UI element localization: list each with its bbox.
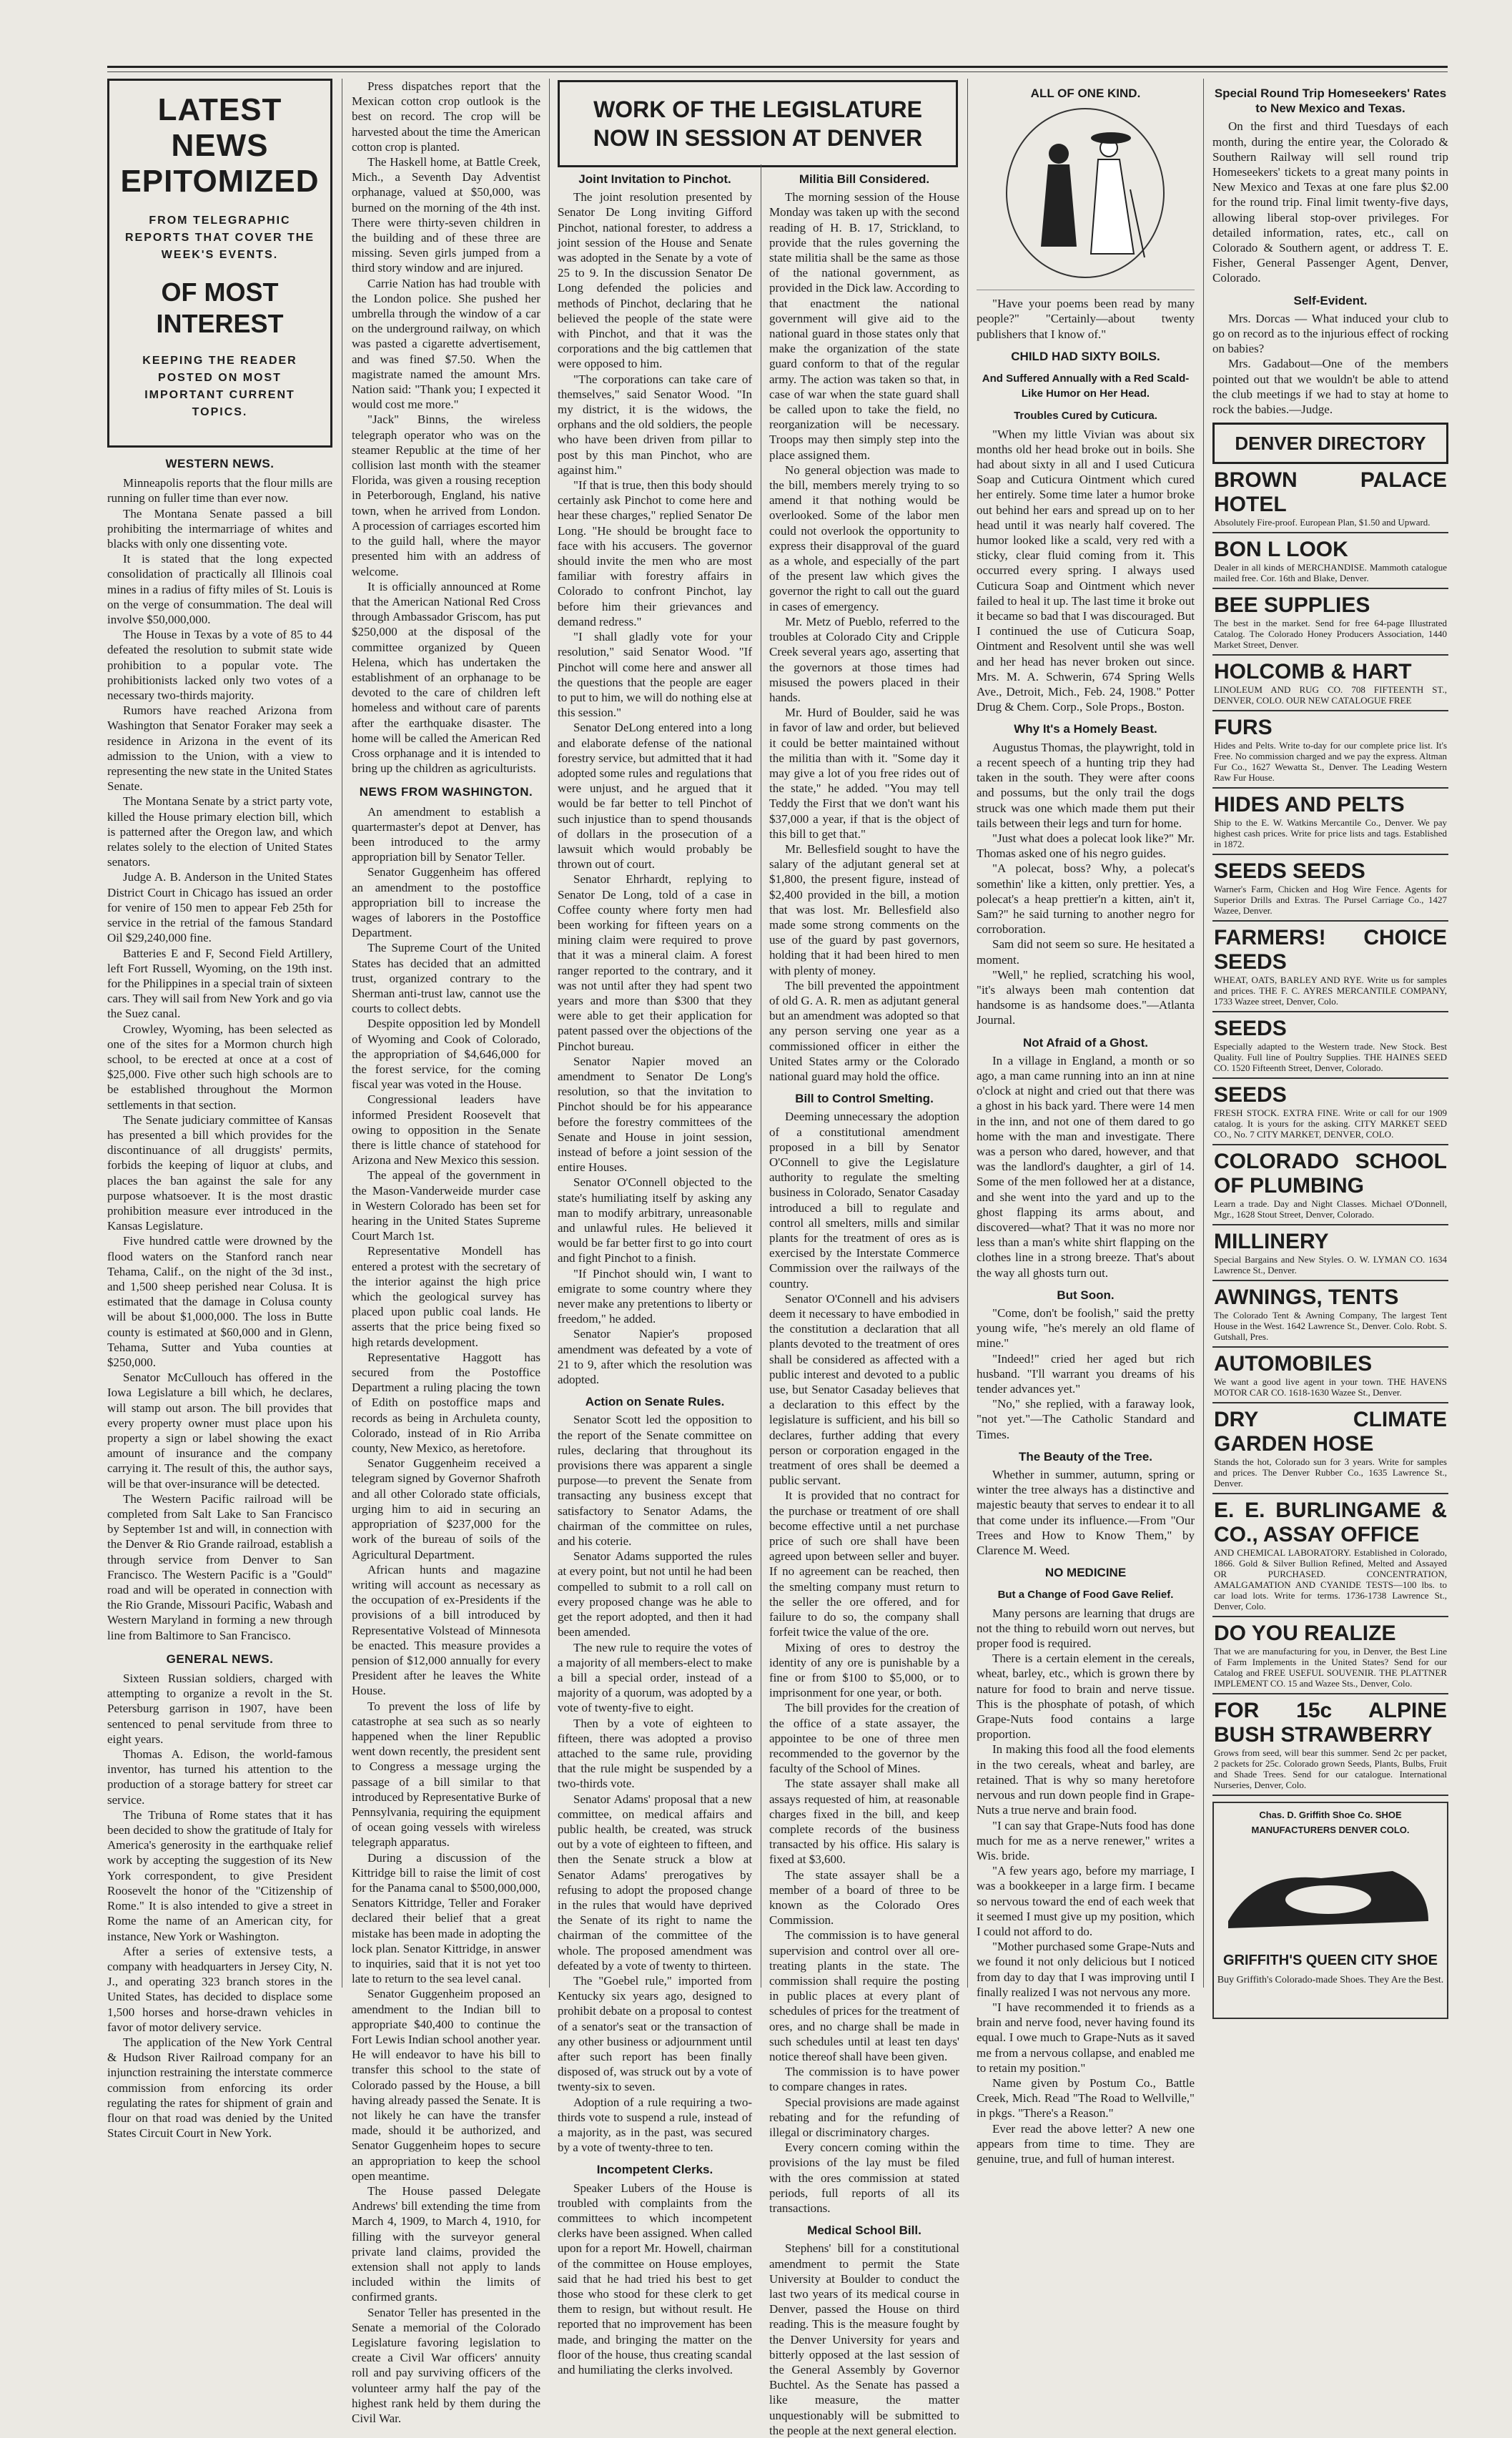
box-title-2: EPITOMIZED bbox=[120, 164, 320, 199]
article-heading: Militia Bill Considered. bbox=[799, 172, 930, 186]
paragraph: Congressional leaders have informed President Roosevelt that owing to opposition in the Senate there is little chance of statehood for Arizona and New Mexico this session. bbox=[352, 1092, 540, 1168]
ad-text: FRESH STOCK. EXTRA FINE. Write or call for our 1909 catalog. It is yours for the asking. CITY MARKET SEED CO., No. 7 CITY MARKET, DENVER, COLO. bbox=[1214, 1107, 1447, 1140]
ad-title: DRY CLIMATE GARDEN HOSE bbox=[1214, 1408, 1447, 1456]
cartoon-title: ALL OF ONE KIND. bbox=[1030, 87, 1141, 100]
paragraph: Senator Napier's proposed amendment was defeated by a vote of 21 to 9, after which the resolution was adopted. bbox=[558, 1327, 752, 1387]
paragraph: The state assayer shall be a member of a board of three to be known as the Colorado Ores Commission. bbox=[769, 1867, 959, 1928]
paragraph: "Jack" Binns, the wireless telegraph operator who was on the steamer Republic at the time of her collision last month with the steamer Florida, was given a rousing reception in Peterborough, England, his native town, when he arrived from London. A procession of carriages escorted him to the guild hall, where the mayor presented him with an address of welcome. bbox=[352, 413, 540, 578]
directory-ads bbox=[1212, 464, 1448, 1796]
paragraph: The morning session of the House Monday was taken up with the second reading of H. B. 17, Strickland, to provide that the rules governing the state militia shall be the same as those of the national government, as provided in the Dick law. According to that enactment the national government will give aid to the national guard in those states only that make the organization of the state guard conform to that of the regular army. The action was taken so that, in case of war when the state guard shall be called upon to take the field, no reorganization will be necessary. Troops may then simply step into the place assigned them. bbox=[769, 190, 959, 462]
paragraph: Mrs. Gadabout—One of the members pointed out that we wouldn't be able to attend the club meetings if we had to stay at home to rock the babies.—Judge. bbox=[1212, 357, 1448, 417]
shoe-maker: Chas. D. Griffith Shoe Co. SHOE MANUFACTURERS DENVER COLO. bbox=[1251, 1810, 1410, 1836]
cartoon-figures-icon bbox=[977, 104, 1195, 282]
shoe-icon bbox=[1214, 1842, 1447, 1950]
column-rule bbox=[549, 79, 550, 1988]
paragraph: Five hundred cattle were drowned by the flood waters on the Stanford ranch near Tehama, Calif., on the night of the 3d inst., and 1,500 sheep perished near Colusa. It is estimated that the damage in Colusa county will be about $1,000,000. The loss in Butte county is estimated at $60,000 and in Glenn, Tehama, Sutter and Yuba counties at $250,000. bbox=[107, 1234, 332, 1369]
paragraph: Adoption of a rule requiring a two-thirds vote to suspend a rule, instead of a majority, as in the past, was secured by a vote of twenty-three to ten. bbox=[558, 2095, 752, 2155]
ad-text: AND CHEMICAL LABORATORY. Established in Colorado, 1866. Gold & Silver Bullion Refined, Melted and Assayed OR PURCHASED. CONCENTRATION, AMALGAMATION AND CYANIDE TESTS—100 lbs. to car load lots. Write for terms. 1736-1738 Lawrence St., Denver, Colo. bbox=[1214, 1547, 1447, 1612]
paragraph: The Western Pacific railroad will be completed from Salt Lake to San Francisco by September 1st and will, in connection with the Denver & Rio Grande railroad, establish a through service from Denver to San Francisco. The Western Pacific is a "Gould" road and will be operated in connection with the Rio Grande, Missouri Pacific, Wabash and Western Maryland in forming a new through line from Baltimore to San Francisco. bbox=[107, 1491, 332, 1642]
ad-text: Ship to the E. W. Watkins Mercantile Co., Denver. We pay highest cash prices. Write for price lists and tags. Established in 1872. bbox=[1214, 817, 1447, 850]
directory-ad bbox=[1212, 1225, 1448, 1281]
section-heading: WESTERN NEWS. bbox=[165, 457, 275, 470]
article-subheading: And Suffered Annually with a Red Scald-Like Humor on Her Head. bbox=[982, 372, 1190, 400]
article-heading: But Soon. bbox=[1057, 1288, 1115, 1302]
latest-news-box bbox=[107, 79, 332, 448]
ad-title: BEE SUPPLIES bbox=[1214, 593, 1370, 618]
paragraph: In a village in England, a month or so ago, a man came running into an inn at nine o'clock at night and cried out that there was a ghost in his back yard. There were 14 men in the inn, and not one of them dared to go home with the man and investigate. There was a person who dared, however, and that was the landlord's daughter, a girl of 14. Some of the men followed her at a distance, and she went into the yard and up to the ghost flapping its arms about, and discovered—what? That it was no more nor less than a man's white shirt flapping on the clothes line in a strong breeze. That's about the way all ghosts turn out. bbox=[977, 1053, 1195, 1280]
paragraph: "I shall gladly vote for your resolution," said Senator Wood. "If Pinchot will come here and answer all the questions that the people are eager to put to him, we will do nothing else at this session." bbox=[558, 630, 752, 720]
ad-text: Hides and Pelts. Write to-day for our complete price list. It's Free. No commission charged and we pay the express. Altman Fur Co., 1627 Wewatta St., Denver. The Leading Western Raw Fur House. bbox=[1214, 740, 1447, 784]
paragraph: Augustus Thomas, the playwright, told in a recent speech of a hunting trip they had taken in the south. They were after coons and possums, but the only trail the dogs struck was one which made them put their tails between their legs and turn for home. bbox=[977, 740, 1195, 830]
ad-title: AWNINGS, TENTS bbox=[1214, 1285, 1399, 1310]
ad-text: Grows from seed, will bear this summer. Send 2c per packet, 2 packets for 25c. Colorado grown Seeds, Plants, Bulbs, Fruit and Shade Trees. Send for our catalogue. International Nurseries, Denver, Colo. bbox=[1214, 1747, 1447, 1791]
paragraph: The Supreme Court of the United States has decided that an admitted trust, organized contrary to the Sherman anti-trust law, cannot use the courts to collect debts. bbox=[352, 941, 540, 1016]
ad-text: Warner's Farm, Chicken and Hog Wire Fence. Agents for Superior Drills and Extras. The Pursel Carriage Co., 1427 Wazee, Denver. bbox=[1214, 884, 1447, 917]
box-title-1: LATEST NEWS bbox=[157, 92, 282, 163]
article-heading: Self-Evident. bbox=[1293, 293, 1368, 307]
shoe-brand: GRIFFITH'S QUEEN CITY SHOE bbox=[1223, 1952, 1438, 1968]
paragraph: In making this food all the food elements in the two cereals, wheat and barley, are retained. That is why so many heretofore nervous and run down people find in Grape-Nuts a true nerve and brain food. bbox=[977, 1742, 1195, 1817]
article-heading: CHILD HAD SIXTY BOILS. bbox=[1011, 349, 1160, 363]
directory-title: DENVER DIRECTORY bbox=[1212, 423, 1448, 464]
directory-ad bbox=[1212, 1348, 1448, 1403]
article-heading: Joint Invitation to Pinchot. bbox=[578, 172, 731, 186]
banner-title: WORK OF THE LEGISLATURE NOW IN SESSION AT DENVER bbox=[558, 80, 958, 167]
paragraph: Rumors have reached Arizona from Washington that Senator Foraker may seek a residence in Arizona in the event of its admission to the Union, with a view to representing the new state in the United States Senate. bbox=[107, 704, 332, 794]
ad-text: Special Bargains and New Styles. O. W. LYMAN CO. 1634 Lawrence St., Denver. bbox=[1214, 1254, 1447, 1276]
paragraph: The Montana Senate passed a bill prohibiting the intermarriage of whites and blacks with only one dissenting vote. bbox=[107, 506, 332, 551]
ad-text: Especially adapted to the Western trade. New Stock. Best Quality. Full line of Poultry Supplies. THE HAINES SEED CO. 1520 Fifteenth Street, Denver, Colorado. bbox=[1214, 1041, 1447, 1074]
ad-text: Dealer in all kinds of MERCHANDISE. Mammoth catalogue mailed free. Cor. 16th and Blake, Denver. bbox=[1214, 562, 1447, 584]
paragraph: It is provided that no contract for the purchase or treatment of ore shall become effective until a net purchase price of such ore shall have been agreed upon between seller and buyer. If no agreement can be reached, then the smelting company must return to the seller the ore offered, and for failure to do so, the company shall forfeit twice the value of the ore. bbox=[769, 1489, 959, 1639]
paragraph: Senator Guggenheim proposed an amendment to the Indian bill to appropriate $40,400 to continue the Fort Lewis Indian school another year. He will endeavor to have his bill to transfer this school to the state of Colorado passed by the House, a bill having already passed the Senate. It is not likely he can have the transfer made, should it be authorized, and Senator Guggenheim hopes to secure an appropriation to keep the school open meantime. bbox=[352, 1987, 540, 2183]
paragraph: The Haskell home, at Battle Creek, Mich., a Seventh Day Adventist orphanage, valued at $50,000, was burned on the morning of the 4th inst. There were thirty-seven children in the building and of these three are missing. Seven girls jumped from a third story window and are injured. bbox=[352, 155, 540, 275]
paragraph: After a series of extensive tests, a company with headquarters in Jersey City, N. J., and operating 323 branch stores in the United States, has decided to displace some 1,500 horses and horse-drawn vehicles in favor of motor delivery service. bbox=[107, 1944, 332, 2034]
directory-ad bbox=[1212, 1079, 1448, 1145]
paragraph: Name given by Postum Co., Battle Creek, Mich. Read "The Road to Wellville," in pkgs. "There's a Reason." bbox=[977, 2076, 1195, 2121]
directory-ad bbox=[1212, 1281, 1448, 1348]
shoe-ad bbox=[1212, 1802, 1448, 2019]
paragraph: Senator McCullouch has offered in the Iowa Legislature a bill which, he declares, will stamp out arson. The bill provides that every property owner must place upon his property a sign or label showing the exact amount of insurance and the company carrying it. The result of this, the author says, will be that over-insurance will be detected. bbox=[107, 1371, 332, 1491]
article-heading: Not Afraid of a Ghost. bbox=[1022, 1035, 1149, 1050]
ad-title: MILLINERY bbox=[1214, 1230, 1329, 1254]
paragraph: Crowley, Wyoming, has been selected as one of the sites for a Mormon church high school, to be erected at once at a cost of $25,000. Five other such high schools are to be established throughout the Mormon settlements in that section. bbox=[107, 1022, 332, 1112]
directory-ad bbox=[1212, 464, 1448, 533]
paragraph: Many persons are learning that drugs are not the thing to rebuild worn out nerves, but proper food is required. bbox=[977, 1606, 1195, 1651]
paragraph: Sam did not seem so sure. He hesitated a moment. bbox=[977, 937, 1195, 967]
box-title-3: OF MOST INTEREST bbox=[156, 277, 284, 338]
article-heading: Bill to Control Smelting. bbox=[795, 1092, 934, 1106]
article-body bbox=[977, 1306, 1195, 1442]
paragraph: The state assayer shall make all assays requested of him, at reasonable charges fixed in the bill, and keep complete records of the business transacted by his office. His salary is fixed at $3,600. bbox=[769, 1777, 959, 1867]
paragraph: During a discussion of the Kittridge bill to raise the limit of cost for the Panama canal to $500,000,000, Senators Kittridge, Teller and Foraker declared their belief that a great mistake has been made in adopting the lock plan. Senator Kittridge, in answer to inquiries, said that it is not yet too late to return to the sea level canal. bbox=[352, 1850, 540, 1986]
article-heading: Incompetent Clerks. bbox=[596, 2163, 713, 2177]
directory-ad bbox=[1212, 589, 1448, 656]
ad-title: BROWN PALACE HOTEL bbox=[1214, 468, 1447, 517]
column-directory bbox=[1212, 79, 1448, 1988]
paragraph: "If Pinchot should win, I want to emigrate to some country where they never make any pretentions to liberty or freedom," he added. bbox=[558, 1266, 752, 1326]
article-heading: Special Round Trip Homeseekers' Rates to New Mexico and Texas. bbox=[1214, 87, 1447, 116]
ad-text: Absolutely Fire-proof. European Plan, $1.50 and Upward. bbox=[1214, 517, 1431, 528]
paragraph: The joint resolution presented by Senator De Long inviting Gifford Pinchot, national forester, to address a joint session of the House and Senate was adopted in the Senate by a vote of 25 to 9. In the discussion Senator De Long defended the policies and methods of Pinchot, declaring that he believed the people of the state were with Pinchot, and that it was the corporations and the big cattlemen that were opposed to him. bbox=[558, 190, 752, 371]
paragraph: Mr. Hurd of Boulder, said he was in favor of law and order, but believed it could be better maintained without the militia than with it. "Some day it may give a lot of you free rides out of the state," he added. "You may tell Teddy the First that we don't want his $37,000 a year, if that is the object of this bill to get that." bbox=[769, 706, 959, 841]
paragraph: The House in Texas by a vote of 85 to 44 defeated the resolution to submit state wide prohibition to a popular vote. The prohibitionists lacked only two votes of a necessary two-thirds majority. bbox=[107, 628, 332, 703]
paragraph: The House passed Delegate Andrews' bill extending the time from March 4, 1909, to March 4, 1910, for filling with the surveyor general private land claims, provided the extension shall not apply to lands included within the limits of confirmed grants. bbox=[352, 2184, 540, 2304]
paragraph: The Montana Senate by a strict party vote, killed the House primary election bill, which is patterned after the Oregon law, and which relates solely to the election of United States senators. bbox=[107, 794, 332, 869]
cartoon-illustration bbox=[977, 104, 1195, 290]
paragraph: Deeming unnecessary the adoption of a constitutional amendment proposed in a bill by Senator O'Connell to give the Legislature authority to regulate the smelting business in Colorado, Senator Casaday introduced a bill to regulate and control all smelters, mills and similar plants for the treatment of ores as is exercised by the Interstate Commerce Commission over the railways of the country. bbox=[769, 1110, 959, 1290]
paragraph: Senator O'Connell objected to the state's humiliating itself by asking any man to modify arbitrary, unreasonable and unlawful rules. He believed it would be far better first to go into court and fight Pinchot to a finish. bbox=[558, 1175, 752, 1265]
paragraph: Speaker Lubers of the House is troubled with complaints from the committees to which incompetent clerks have been assigned. When called upon for a report Mr. Howell, chairman of the committee on House employes, said that he had tried his best to get those who stood for these clerk to get them to resign, but without result. He reported that no improvement has been made, and bringing the matter on the floor of the house, thus creating scandal and humiliating the clerks involved. bbox=[558, 2181, 752, 2377]
article-body bbox=[558, 1412, 752, 2155]
ad-title: SEEDS bbox=[1214, 1083, 1287, 1107]
ad-text: We want a good live agent in your town. THE HAVENS MOTOR CAR CO. 1618-1630 Wazee St., Denver. bbox=[1214, 1376, 1447, 1398]
paragraph: "Mother purchased some Grape-Nuts and we found it not only delicious but I noticed from day to day that I was improving until I finally realized I was not nervous any more. bbox=[977, 1940, 1195, 1999]
article-body bbox=[558, 189, 752, 1387]
paragraph: Thomas A. Edison, the world-famous inventor, has turned his attention to the production of a storage battery for street car service. bbox=[107, 1747, 332, 1807]
paragraph: To prevent the loss of life by catastrophe at sea such as so nearly happened when the liner Republic went down recently, the president sent to Congress a message urging the passage of a bill similar to that introduced by Representative Burke of Pennsylvania, requiring the equipment of ocean going vessels with wireless telegraph apparatus. bbox=[352, 1699, 540, 1850]
paragraph: Senator Teller has presented in the Senate a memorial of the Colorado Legislature favoring legislation to create a Civil War officers' annuity roll and pay surviving officers of the volunteer army half the pay of the highest rank held by them during the Civil War. bbox=[352, 2305, 540, 2426]
paragraph: Stephens' bill for a constitutional amendment to permit the State University at Boulder to conduct the last two years of its medical course in Denver, passed the House on third reading. This is the measure fought by the Denver University for years and bitterly opposed at the last session of the General Assembly by Governor Buchtel. As the Senate has passed a like measure, the matter unquestionably will be submitted to the people at the next general election. bbox=[769, 2241, 959, 2437]
ad-title: FOR 15c ALPINE BUSH STRAWBERRY bbox=[1214, 1699, 1447, 1747]
paragraph: Senator Guggenheim has offered an amendment to the postoffice appropriation bill to increase the wages of laborers in the Postoffice Department. bbox=[352, 865, 540, 940]
article-subheading: Troubles Cured by Cuticura. bbox=[1014, 410, 1157, 423]
paragraph: Senator O'Connell and his advisers deem it necessary to have embodied in the constitution a declaration that all plants devoted to the treatment of ores shall be considered as affected with a public interest and devoted to a public use, but Senator Casaday believes that a declaration to this effect by the legislature is sufficient, and his bill so declares, further adding that every person or corporation engaged in the treatment of ores shall be deemed a public servant. bbox=[769, 1291, 959, 1488]
paragraph: It is officially announced at Rome that the American National Red Cross through Ambassador Griscom, has put $250,000 at the disposal of the committee organized by Queen Helena, which has undertaken the establishment of an orphanage to be devoted to the care of children left homeless and without care of parents after the earthquake disaster. The home will be called the American Red Cross orphanage and it is intended to bring up the children as agriculturists. bbox=[352, 579, 540, 776]
paragraph: Senator Napier moved an amendment to Senator De Long's resolution, so that the invitation to Pinchot should be for his appearance before the forestry committees of the Senate and House in joint session, instead of before a joint session of the entire Houses. bbox=[558, 1054, 752, 1175]
paragraph: Special provisions are made against rebating and for the refunding of illegal or discriminatory charges. bbox=[769, 2095, 959, 2139]
paragraph: Every concern coming within the provisions of the lay must be filed with the ores commission at stated periods, full reports of all its transactions. bbox=[769, 2141, 959, 2216]
article-body bbox=[1212, 311, 1448, 417]
paragraph: Senator Guggenheim received a telegram signed by Governor Shafroth and all other Colorado state officials, urging him to aid in securing an appropriation of $237,000 for the work of the bureau of soils of the Agricultural Department. bbox=[352, 1456, 540, 1561]
legislature-banner bbox=[558, 80, 958, 177]
article-heading: Medical School Bill. bbox=[807, 2224, 921, 2238]
column-rule bbox=[967, 79, 968, 1988]
ad-text: LINOLEUM AND RUG CO. 708 FIFTEENTH ST., DENVER, COLO. OUR NEW CATALOGUE FREE bbox=[1214, 684, 1447, 706]
paragraph: No general objection was made to the bill, members merely trying to so amend it that nothing would be overlooked. Some of the labor men could not overlook the opportunity to express their disapproval of the guard as a whole, and especially of the part of the present law which gives the governor the right to call out the guard in cases of emergency. bbox=[769, 463, 959, 613]
box-subtitle-2: KEEPING THE READER POSTED ON MOST IMPORTANT CURRENT TOPICS. bbox=[142, 355, 297, 418]
paragraph: African hunts and magazine writing will account as necessary as the occupation of ex-Presidents if the provisions of a bill introduced by Representative Volstead of Minnesota be enacted. This measure provides a pension of $12,000 annually for every President after he leaves the White House. bbox=[352, 1562, 540, 1698]
column-news bbox=[352, 79, 540, 2426]
ad-title: COLORADO SCHOOL OF PLUMBING bbox=[1214, 1150, 1447, 1198]
article-body bbox=[769, 189, 959, 1084]
article-heading: NO MEDICINE bbox=[1044, 1566, 1127, 1580]
top-rule bbox=[107, 66, 1448, 68]
paragraph: "Well," he replied, scratching his wool, "it's always been mah contention dat handsome is as handsome does."—Atlanta Journal. bbox=[977, 967, 1195, 1027]
article-body bbox=[769, 2241, 959, 2438]
article-heading: The Beauty of the Tree. bbox=[1018, 1449, 1153, 1464]
ad-title: BON L LOOK bbox=[1214, 538, 1348, 562]
shoe-tagline: Buy Griffith's Colorado-made Shoes. They Are the Best. bbox=[1217, 1975, 1444, 1986]
paragraph: "When my little Vivian was about six months old her head broke out in boils. She had about sixty in all and I used Cuticura Soap and Cuticura Ointment which cured her entirely. Some time later a humor broke out behind her ears and spread up on to her head until it was nearly half covered. The humor looked like a scald, very red with a sticky, clear fluid coming from it. This occurred every spring. I always used Cuticura Soap and Ointment which never failed to heal it up. The last time it broke out it became so bad that I was discouraged. But I continued the use of Cuticura Soap, Ointment and Resolvent until she was well and her head has never broken out since. Mrs. M. A. Schwerin, 674 Spring Wells Ave., Detroit, Mich., Feb. 24, 1908." Potter Drug & Chem. Corp., Sole Props., Boston. bbox=[977, 427, 1195, 714]
paragraph: The Senate judiciary committee of Kansas has presented a bill which provides for the discontinuance of all druggists' permits, forbids the keeping of liquor at clubs, and places the ban against the sale for any purpose whatsoever. It is the most drastic prohibition measure ever introduced in the Kansas Legislature. bbox=[107, 1112, 332, 1233]
paragraph: Senator Adams' proposal that a new committee, on medical affairs and public health, be created, was struck out by a vote of eighteen to fifteen, and then the Senate struck a blow at Senator Adams' prerogatives by refusing to adopt the proposed change in the rules that would have deprived the Senate of its right to name the chairman of the committee of the whole. The proposed amendment was defeated by a vote of twenty to thirteen. bbox=[558, 1792, 752, 1973]
ad-title: SEEDS bbox=[1214, 1017, 1287, 1041]
paragraph: "If that is true, then this body should certainly ask Pinchot to come here and hear these charges," replied Senator De Long. "He should be brought face to face with his accusers. The governor should invite the men who are most familiar with forestry affairs in Colorado to confront Pinchot, lay before him their grievances and demand redress." bbox=[558, 478, 752, 628]
paragraph: Mrs. Dorcas — What induced your club to go on record as to the injurious effect of rocking on babies? bbox=[1212, 311, 1448, 356]
paragraph: "Come, don't be foolish," said the pretty young wife, "he's merely an old flame of mine." bbox=[977, 1306, 1195, 1351]
paragraph: Senator Scott led the opposition to the report of the Senate committee on rules, declaring that throughout its provisions there was apparent a single purpose—to prevent the Senate from transacting any business except that satisfactory to Senator Adams, the chairman of the committee on rules, and his coterie. bbox=[558, 1413, 752, 1549]
paragraph: "No," she replied, with a faraway look, "not yet."—The Catholic Standard and Times. bbox=[977, 1397, 1195, 1441]
paragraph: The Tribuna of Rome states that it has been decided to show the gratitude of Italy for America's generosity in the earthquake relief work by accepting the suggestion of its New York correspondent, to give President Roosevelt the honor of the "Citizenship of Rome." It is also intended to give a street in Rome the name of an American city, for instance, New York or Washington. bbox=[107, 1807, 332, 1943]
paragraph: Ever read the above letter? A new one appears from time to time. They are genuine, true, and full of human interest. bbox=[977, 2121, 1195, 2166]
paragraph: Press dispatches report that the Mexican cotton crop outlook is the best on record. The crop will be harvested about the time the American cotton crop is planted. bbox=[352, 79, 540, 154]
article-body bbox=[977, 740, 1195, 1028]
ad-title: E. E. BURLINGAME & CO., ASSAY OFFICE bbox=[1214, 1499, 1447, 1547]
article-subheading: But a Change of Food Gave Relief. bbox=[997, 1589, 1174, 1602]
directory-ad bbox=[1212, 1617, 1448, 1694]
ad-title: FURS bbox=[1214, 716, 1273, 740]
paragraph: Mr. Metz of Pueblo, referred to the troubles at Colorado City and Cripple Creek several years ago, asserting that the governors at those times had misused the powers placed in their hands. bbox=[769, 614, 959, 704]
directory-ad bbox=[1212, 855, 1448, 922]
paragraph: Then by a vote of eighteen to fifteen, there was adopted a proviso attached to the same rule, providing that the rule might be suspended by a two-thirds vote. bbox=[558, 1716, 752, 1791]
directory-ad bbox=[1212, 656, 1448, 711]
directory-ad bbox=[1212, 1694, 1448, 1796]
top-rule-thin bbox=[107, 71, 1448, 72]
article-body bbox=[977, 1606, 1195, 2167]
ad-text: WHEAT, OATS, BARLEY AND RYE. Write us for samples and prices. THE F. C. AYRES MERCANTILE COMPANY, 1733 Wazee street, Denver, Colo. bbox=[1214, 974, 1447, 1007]
directory-ad bbox=[1212, 711, 1448, 789]
paragraph: "I have recommended it to friends as a brain and nerve food, never having found its equal. I owe much to Grape-Nuts as it saved me from a nervous collapse, and enabled me to retain my position." bbox=[977, 2000, 1195, 2075]
paragraph: The new rule to require the votes of a majority of all members-elect to make a bill a special order, instead of a majority of a quorum, was adopted by a vote of twenty-five to eight. bbox=[558, 1640, 752, 1715]
paragraph: The commission is to have general supervision and control over all ore-treating plants in the state. The commission shall require the posting in public places at every plant of schedules of prices for the treatment of ores, and no charge shall be made in such schedules until at least ten days' notice thereof shall have been given. bbox=[769, 1928, 959, 2063]
paragraph: Carrie Nation has had trouble with the London police. She pushed her umbrella through the window of a car on the underground railway, on which was pasted a cigarette advertisement, and was fined $7.50. When the magistrate named the amount Mrs. Nation said: "Thank you; I expected it would cost me more." bbox=[352, 276, 540, 412]
article-heading: Action on Senate Rules. bbox=[585, 1395, 725, 1409]
ad-text: The best in the market. Send for free 64-page Illustrated Catalog. The Colorado Honey Producers Association, 1440 Market Street, Denver. bbox=[1214, 618, 1447, 651]
paragraph: Whether in summer, autumn, spring or winter the tree always has a distinctive and majestic beauty that serves to endear it to all that come under its influence.—From "Our Trees and How to Know Them," by Clarence M. Weed. bbox=[977, 1468, 1195, 1558]
paragraph: Sixteen Russian soldiers, charged with attempting to organize a revolt in the St. Petersburg garrison in 1907, have been sentenced to penal servitude from three to eight years. bbox=[107, 1672, 332, 1746]
column-miscellany bbox=[977, 79, 1195, 2166]
article-body bbox=[977, 1053, 1195, 1280]
paragraph: Mr. Bellesfield sought to have the salary of the adjutant general set at $1,800, the present figure, instead of $2,400 provided in the bill, a motion that was lost. Mr. Bellesfield also made some strong comments on the use of the guard by past governors, holding that it had been hired to men with plenty of money. bbox=[769, 842, 959, 977]
paragraph: The appeal of the government in the Mason-Vanderweide murder case in Western Colorado has been set for hearing in the United States Supreme Court March 1st. bbox=[352, 1168, 540, 1243]
paragraph: Representative Mondell has entered a protest with the secretary of the interior against the high price which the geological survey has placed upon public coal lands. He asserts that the price being fixed so high retards development. bbox=[352, 1244, 540, 1349]
directory-ad bbox=[1212, 922, 1448, 1012]
directory-ad bbox=[1212, 1494, 1448, 1617]
paragraph: Senator DeLong entered into a long and elaborate defense of the national forestry service, but admitted that it had adopted some rules and regulations that were unjust, and he argued that it would be far better to tell Pinchot of such injustice than to spend thousands of dollars in the prosecution of a lawsuit which would probably be thrown out of court. bbox=[558, 721, 752, 872]
directory-ad bbox=[1212, 1012, 1448, 1079]
directory-ad bbox=[1212, 1403, 1448, 1494]
ad-title: HIDES AND PELTS bbox=[1214, 793, 1405, 817]
ad-text: Stands the hot, Colorado sun for 3 years. Write for samples and prices. The Denver Rubber Co., 1635 Lawrence St., Denver. bbox=[1214, 1456, 1447, 1489]
paragraph: It is stated that the long expected consolidation of practically all Illinois coal mines in a radius of fifty miles of St. Louis is on the verge of consummation. The deal will involve $50,000,000. bbox=[107, 552, 332, 627]
ad-text: That we are manufacturing for you, in Denver, the Best Line of Farm Implements in the United States? Send for our Catalog and FREE USEFUL SOUVENIR. THE PLATTNER IMPLEMENT CO. 15 and Wazee Sts., Denver, Colo. bbox=[1214, 1646, 1447, 1689]
directory-ad bbox=[1212, 533, 1448, 589]
paragraph: Batteries E and F, Second Field Artillery, left Fort Russell, Wyoming, on the 19th inst. for the Philippines in a special train of sixteen cars. They will sail from New York and go via the Suez canal. bbox=[107, 946, 332, 1021]
article-body bbox=[977, 427, 1195, 715]
paragraph: "A few years ago, before my marriage, I was a bookkeeper in a large firm. I became so nervous toward the end of each week that it seemed I must give up my position, which I could not afford to do. bbox=[977, 1864, 1195, 1938]
paragraph: On the first and third Tuesdays of each month, during the entire year, the Colorado & Southern Railway will sell round trip Homeseekers' tickets to a great many points in New Mexico and Texas at one fare plus $2.00 for the round trip. Final limit twenty-five days, allowing liberal stop-over privileges. For detailed information, rates, etc., call on Colorado & Southern agent, or address T. E. Fisher, General Passenger Agent, Denver, Colorado. bbox=[1212, 119, 1448, 285]
paragraph: The bill provides for the creation of the office of a state assayer, the appointee to be one of three men recommended to the governor by the faculty of the School of Mines. bbox=[769, 1701, 959, 1776]
column-legislature-2 bbox=[769, 164, 959, 2437]
article-body bbox=[977, 1467, 1195, 1558]
paragraph: "Indeed!" cried her aged but rich husband. "I'll warrant you dreams of his tender advances yet." bbox=[977, 1351, 1195, 1396]
paragraph: The bill prevented the appointment of old G. A. R. men as adjutant general but an amendment was adopted so that any person serving one year as a commissioned officer in either the United States army or the Colorado national guard may hold the office. bbox=[769, 978, 959, 1083]
ad-title: SEEDS SEEDS bbox=[1214, 859, 1365, 884]
cartoon-caption: "Have your poems been read by many people?" "Certainly—about twenty publishers that I know of." bbox=[977, 297, 1195, 341]
paragraph: Despite opposition led by Mondell of Wyoming and Cook of Colorado, the appropriation of $4,646,000 for the forest service, for the coming fiscal year was voted in the House. bbox=[352, 1017, 540, 1092]
article-body bbox=[352, 79, 540, 776]
article-body bbox=[107, 1671, 332, 2141]
section-heading: GENERAL NEWS. bbox=[166, 1652, 274, 1666]
paragraph: The application of the New York Central & Hudson River Railroad company for an injunction restraining the interstate commerce commission from enforcing its order regulating the rates for shipment of grain and flour on that road was denied by the United States Circuit Court in New York. bbox=[107, 2035, 332, 2141]
column-legislature-1 bbox=[558, 164, 752, 2377]
box-subtitle: FROM TELEGRAPHIC REPORTS THAT COVER THE WEEK'S EVENTS. bbox=[124, 214, 315, 261]
ad-text: The Colorado Tent & Awning Company, The largest Tent House in the West. 1642 Lawrence St., Denver. Colo. Robt. S. Gutshall, Pres. bbox=[1214, 1310, 1447, 1343]
paragraph: Senator Adams supported the rules at every point, but not until he had been compelled to submit to a roll call on every proposed change was he able to get the report adopted, and then it had been amended. bbox=[558, 1549, 752, 1639]
article-body bbox=[769, 1109, 959, 2216]
article-heading: Why It's a Homely Beast. bbox=[1014, 722, 1157, 736]
paragraph: "Just what does a polecat look like?" Mr. Thomas asked one of his negro guides. bbox=[977, 831, 1195, 861]
article-body bbox=[1212, 119, 1448, 285]
paragraph: "I can say that Grape-Nuts food has done much for me as a nerve renewer," writes a Wis. bride. bbox=[977, 1818, 1195, 1862]
paragraph: Judge A. B. Anderson in the United States District Court in Chicago has issued an order for venire of 150 men to appear Feb 25th for service in the retrial of the famous Standard Oil $29,240,000 fine. bbox=[107, 870, 332, 945]
paragraph: The commission is to have power to compare changes in rates. bbox=[769, 2065, 959, 2094]
paragraph: Representative Haggott has secured from the Postoffice Department a ruling placing the town of Edith on postoffice maps and records as being in Archuleta county, Colorado, instead of in Rio Arriba county, New Mexico, as heretofore. bbox=[352, 1350, 540, 1456]
paragraph: Minneapolis reports that the flour mills are running on fuller time than ever now. bbox=[107, 476, 332, 505]
paragraph: The "Goebel rule," imported from Kentucky six years ago, designed to prohibit debate on a proposal to contest of a senator's seat or the transaction of any other business or adjournment until after such report has been finally disposed of, was struck out by a vote of twenty-six to seven. bbox=[558, 1973, 752, 2094]
ad-title: HOLCOMB & HART bbox=[1214, 660, 1412, 684]
column-rule bbox=[1203, 79, 1204, 1988]
ad-text: Learn a trade. Day and Night Classes. Michael O'Donnell, Mgr., 1628 Stout Street, Denver, Colorado. bbox=[1214, 1198, 1447, 1220]
paragraph: An amendment to establish a quartermaster's depot at Denver, has been introduced to the army appropriation bill by Senator Teller. bbox=[352, 804, 540, 864]
ad-title: AUTOMOBILES bbox=[1214, 1352, 1373, 1376]
article-body bbox=[107, 475, 332, 1643]
paragraph: Senator Ehrhardt, replying to Senator De Long, told of a case in Coffee county where forty men had been working for fifteen years on a mining claim were required to prove that it was a mineral claim. A forest ranger reported to the contrary, and it was not until after they had spent two years and more than $300 that they were able to get their application for patent passed over the objections of the Pinchot bureau. bbox=[558, 872, 752, 1053]
paragraph: "A polecat, boss? Why, a polecat's somethin' like a kitten, only prettier. Yes, a polecat's a heap prettier'n a kitten, ain't it, Sam?" he said turning to another negro for corroboration. bbox=[977, 862, 1195, 937]
directory-ad bbox=[1212, 1145, 1448, 1225]
directory-ad bbox=[1212, 789, 1448, 855]
paragraph: There is a certain element in the cereals, wheat, barley, etc., which is grown there by nature for food to brain and nerve tissue. This is the phosphate of potash, of which Grape-Nuts food contains a large proportion. bbox=[977, 1652, 1195, 1742]
article-body bbox=[558, 2181, 752, 2378]
section-heading: NEWS FROM WASHINGTON. bbox=[359, 785, 533, 799]
ad-title: FARMERS! CHOICE SEEDS bbox=[1214, 926, 1447, 974]
paragraph: "The corporations can take care of themselves," said Senator Wood. "In my district, it is the widows, the orphans and the old soldiers, the people who have been driven from pillar to post by this man Pinchot, who are against him." bbox=[558, 372, 752, 477]
column-latest-news bbox=[107, 79, 332, 2141]
ad-title: DO YOU REALIZE bbox=[1214, 1622, 1396, 1646]
paragraph: Mixing of ores to destroy the identity of any ore is punishable by a fine or from $100 to $5,000, or to imprisonment for one year, or both. bbox=[769, 1640, 959, 1700]
article-body bbox=[352, 804, 540, 2427]
